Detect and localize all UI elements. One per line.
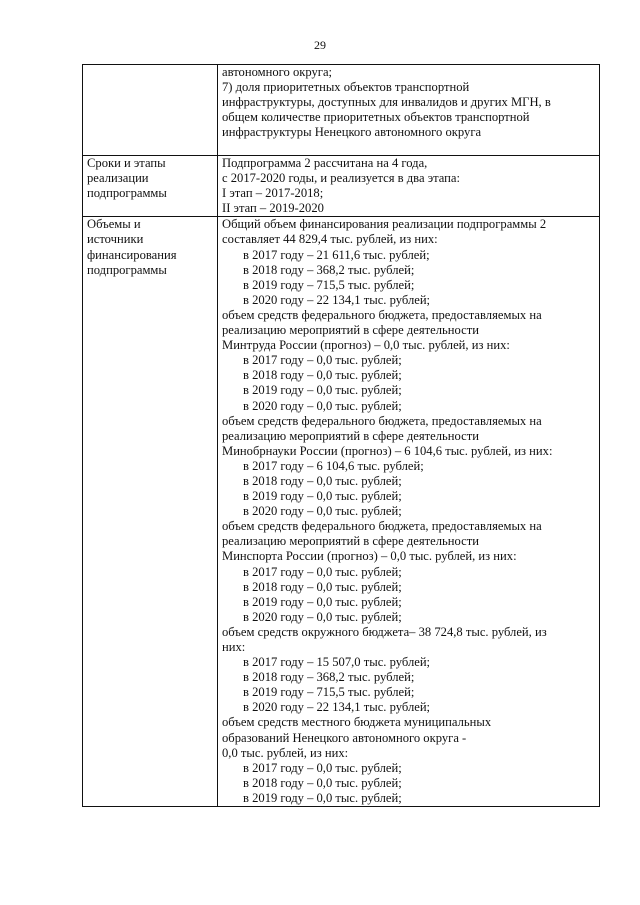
content-line: II этап – 2019-2020	[222, 201, 324, 216]
amount-line: в 2017 году – 21 611,6 тыс. рублей;	[243, 247, 430, 262]
amount-line: в 2019 году – 0,0 тыс. рублей;	[243, 489, 402, 504]
row-continuation	[83, 65, 600, 156]
content-line: объем средств местного бюджета муниципальных	[222, 715, 492, 730]
content-cell	[218, 156, 600, 217]
label-cell	[83, 217, 218, 807]
content-line: I этап – 2017-2018;	[222, 186, 324, 201]
content-cell	[218, 217, 600, 807]
content-line: Минтруда России (прогноз) – 0,0 тыс. рублей, из них:	[222, 338, 510, 353]
amount-line: в 2018 году – 0,0 тыс. рублей;	[243, 579, 402, 594]
amount-line: в 2018 году – 0,0 тыс. рублей;	[243, 368, 402, 383]
content-line: автономного округа;	[222, 65, 333, 79]
content-line: объем средств федерального бюджета, предоставляемых на	[222, 413, 542, 428]
amount-line: в 2020 году – 22 134,1 тыс. рублей;	[243, 700, 431, 715]
label-cell	[83, 156, 218, 217]
amount-line: в 2020 году – 0,0 тыс. рублей;	[243, 398, 402, 413]
amount-line: в 2017 году – 0,0 тыс. рублей;	[243, 760, 402, 775]
content-line: Минобрнауки России (прогноз) – 6 104,6 тыс. рублей, из них:	[222, 443, 553, 458]
amount-line: в 2017 году – 0,0 тыс. рублей;	[243, 564, 402, 579]
label-line: Объемы и	[87, 217, 141, 232]
content-line: с 2017-2020 годы, и реализуется в два этапа:	[222, 171, 461, 186]
amount-line: в 2019 году – 715,5 тыс. рублей;	[243, 277, 415, 292]
content-line: общем количестве приоритетных объектов транспортной	[222, 110, 530, 125]
amount-line: в 2017 году – 6 104,6 тыс. рублей;	[243, 458, 424, 473]
content-line: реализацию мероприятий в сфере деятельности	[222, 534, 479, 549]
label-cell	[83, 65, 218, 156]
label-line: подпрограммы	[87, 262, 167, 277]
amount-line: в 2020 году – 22 134,1 тыс. рублей;	[243, 292, 431, 307]
content-line: 0,0 тыс. рублей, из них:	[222, 745, 349, 760]
amount-line: в 2019 году – 715,5 тыс. рублей;	[243, 685, 415, 700]
amount-line: в 2020 году – 0,0 тыс. рублей;	[243, 504, 402, 519]
content-line: Минспорта России (прогноз) – 0,0 тыс. рублей, из них:	[222, 549, 517, 564]
amount-line: в 2019 году – 0,0 тыс. рублей;	[243, 594, 402, 609]
content-line: них:	[222, 640, 246, 654]
content-line: 7) доля приоритетных объектов транспортной	[222, 80, 470, 95]
content-line: Общий объем финансирования реализации подпрограммы 2	[222, 217, 547, 232]
label-line: финансирования	[87, 247, 177, 262]
amount-line: в 2020 году – 0,0 тыс. рублей;	[243, 609, 402, 624]
content-line: инфраструктуры, доступных для инвалидов и других МГН, в	[222, 95, 551, 110]
amount-line: в 2018 году – 0,0 тыс. рублей;	[243, 775, 402, 790]
amount-line: в 2018 году – 0,0 тыс. рублей;	[243, 473, 402, 488]
amount-line: в 2019 году – 0,0 тыс. рублей;	[243, 790, 402, 805]
content-line: объем средств федерального бюджета, предоставляемых на	[222, 307, 542, 322]
subprogram-passport-table	[82, 64, 600, 807]
row-financing	[83, 217, 600, 807]
amount-line: в 2019 году – 0,0 тыс. рублей;	[243, 383, 402, 398]
content-line: инфраструктуры Ненецкого автономного округа	[222, 125, 482, 140]
row-timeline	[83, 156, 600, 217]
amount-line: в 2017 году – 15 507,0 тыс. рублей;	[243, 655, 431, 670]
amount-line: в 2018 году – 368,2 тыс. рублей;	[243, 670, 415, 685]
label-line: реализации	[87, 171, 149, 186]
label-line: подпрограммы	[87, 186, 167, 201]
amount-line: в 2017 году – 0,0 тыс. рублей;	[243, 353, 402, 368]
content-line: образований Ненецкого автономного округа -	[222, 730, 467, 745]
content-line: объем средств федерального бюджета, предоставляемых на	[222, 519, 542, 534]
label-line: источники	[87, 232, 144, 247]
content-line: реализацию мероприятий в сфере деятельности	[222, 323, 479, 338]
amount-line: в 2018 году – 368,2 тыс. рублей;	[243, 262, 415, 277]
content-line: Подпрограмма 2 рассчитана на 4 года,	[222, 156, 428, 170]
content-line: составляет 44 829,4 тыс. рублей, из них:	[222, 232, 438, 247]
content-line: объем средств окружного бюджета– 38 724,8 тыс. рублей, из	[222, 624, 547, 639]
label-line: Сроки и этапы	[87, 156, 166, 170]
content-cell	[218, 65, 600, 156]
content-line: реализацию мероприятий в сфере деятельности	[222, 428, 479, 443]
page-number: 29	[314, 38, 326, 52]
